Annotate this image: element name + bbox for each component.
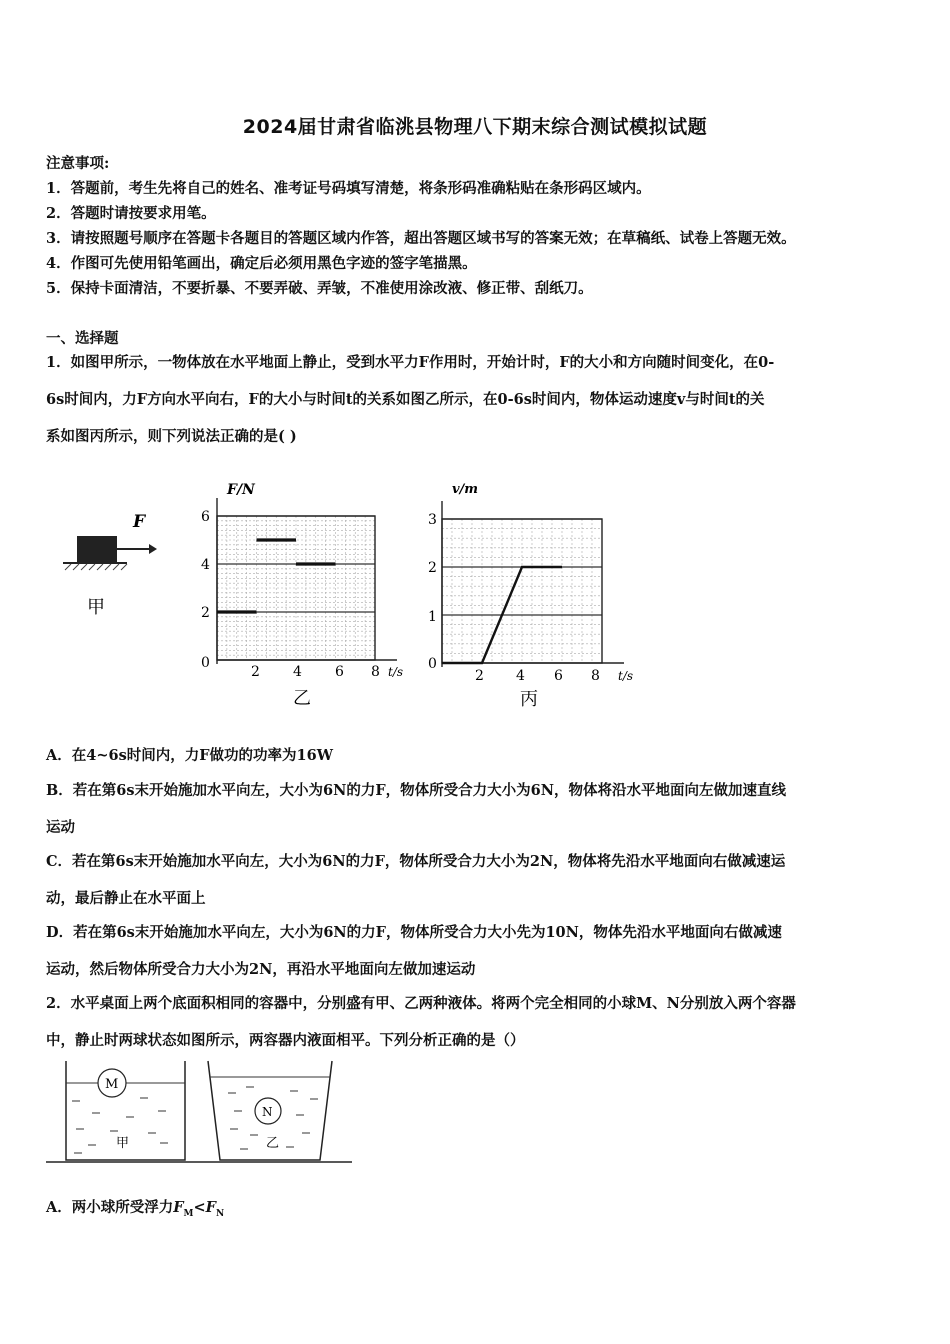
chart-bing-ylabel: v/m <box>452 482 479 497</box>
arrow-head <box>149 544 157 554</box>
chart-yi-xtick-2: 2 <box>251 664 260 680</box>
ball-n-label: N <box>262 1105 273 1119</box>
chart-bing-caption: 丙 <box>520 689 538 710</box>
chart-yi-ytick-6: 6 <box>201 509 210 525</box>
chart-bing-ytick-3: 3 <box>428 512 437 528</box>
chart-yi-ytick-0: 0 <box>201 655 210 671</box>
q1-option-b-line-2: 运动 <box>46 819 75 836</box>
figure-jia <box>55 500 175 630</box>
page-title: 2024届甘肃省临洮县物理八下期末综合测试模拟试题 <box>242 116 708 138</box>
notice-item-5: 5．保持卡面清洁，不要折暴、不要弄破、弄皱，不准使用涂改液、修正带、刮纸刀。 <box>46 280 593 297</box>
chart-yi-grid <box>217 498 397 664</box>
notice-item-1: 1．答题前，考生先将自己的姓名、准考证号码填写清楚，将条形码准确粘贴在条形码区域内。 <box>46 180 651 197</box>
chart-bing-xtick-4: 4 <box>516 668 525 684</box>
chart-yi-ytick-2: 2 <box>201 605 210 621</box>
chart-bing-xlabel: t/s <box>618 669 634 683</box>
chart-bing <box>420 475 645 715</box>
force-label: F <box>133 512 146 532</box>
chart-yi-xlabel: t/s <box>388 665 404 679</box>
fig-jia-caption: 甲 <box>87 597 105 618</box>
q2-option-a-f1: F <box>173 1199 184 1216</box>
chart-bing-ytick-2: 2 <box>428 560 437 576</box>
chart-yi-ylabel: F/N <box>227 482 255 498</box>
q2-text-line-2: 中，静止时两球状态如图所示，两容器内液面相平。下列分析正确的是（） <box>46 1032 525 1049</box>
q2-option-a-sub-m: M <box>183 1208 194 1219</box>
chart-bing-grid <box>442 501 624 667</box>
q1-option-b-line-1: B．若在第6s末开始施加水平向左，大小为6N的力F，物体所受合力大小为6N，物体将沿水平地面向左做加速直线 <box>46 782 786 799</box>
q2-option-a-sub-n: N <box>215 1208 225 1219</box>
q2-text-line-1: 2．水平桌面上两个底面积相同的容器中，分别盛有甲、乙两种液体。将两个完全相同的小球M、N分别放入两个容器 <box>46 995 796 1012</box>
q1-text-line-1: 1．如图甲所示，一物体放在水平地面上静止，受到水平力F作用时，开始计时，F的大小和方向随时间变化，在0- <box>46 354 775 371</box>
q2-option-a-f2: F <box>205 1199 216 1216</box>
chart-yi-xtick-4: 4 <box>293 664 302 680</box>
chart-yi-xtick-6: 6 <box>335 664 344 680</box>
chart-bing-ytick-1: 1 <box>428 609 437 625</box>
notice-heading: 注意事项: <box>46 155 110 172</box>
figure-containers <box>40 1055 360 1170</box>
block <box>77 536 117 562</box>
q2-option-a-lt: < <box>193 1199 206 1216</box>
q2-option-a-prefix: A．两小球所受浮力 <box>46 1199 174 1216</box>
q2-option-a <box>46 1196 224 1219</box>
q1-option-a: A．在4~6s时间内，力F做功的功率为16W <box>46 747 333 764</box>
q1-text-line-3: 系如图丙所示，则下列说法正确的是( ) <box>46 428 297 445</box>
container-label-yi: 乙 <box>266 1136 280 1151</box>
q1-option-d-line-2: 运动，然后物体所受合力大小为2N，再沿水平地面向左做加速运动 <box>46 961 476 978</box>
q1-text-line-2: 6s时间内，力F方向水平向右，F的大小与时间t的关系如图乙所示，在0-6s时间内，物体运动速度v与时间t的关 <box>46 391 765 408</box>
chart-yi-ytick-4: 4 <box>201 557 210 573</box>
chart-bing-xtick-8: 8 <box>591 668 600 684</box>
chart-yi-caption: 乙 <box>293 688 311 709</box>
chart-yi <box>195 470 420 715</box>
notice-item-4: 4．作图可先使用铅笔画出，确定后必须用黑色字迹的签字笔描黑。 <box>46 255 477 272</box>
container-label-jia: 甲 <box>116 1136 130 1151</box>
notice-item-2: 2．答题时请按要求用笔。 <box>46 205 216 222</box>
ball-m-label: M <box>105 1077 119 1092</box>
chart-bing-xtick-6: 6 <box>554 668 563 684</box>
chart-yi-xtick-8: 8 <box>371 664 380 680</box>
ground-hatch <box>65 564 127 570</box>
section-heading: 一、选择题 <box>46 330 119 347</box>
chart-bing-xtick-2: 2 <box>475 668 484 684</box>
notice-item-3: 3．请按照题号顺序在答题卡各题目的答题区域内作答，超出答题区域书写的答案无效；在草稿纸、试卷上答题无效。 <box>46 230 796 247</box>
q1-option-d-line-1: D．若在第6s末开始施加水平向左，大小为6N的力F，物体所受合力大小先为10N，物体先沿水平地面向右做减速 <box>46 924 782 941</box>
chart-bing-ytick-0: 0 <box>428 656 437 672</box>
q1-option-c-line-2: 动，最后静止在水平面上 <box>46 890 206 907</box>
q1-option-c-line-1: C．若在第6s末开始施加水平向左，大小为6N的力F，物体所受合力大小为2N，物体将先沿水平地面向右做减速运 <box>46 853 786 870</box>
